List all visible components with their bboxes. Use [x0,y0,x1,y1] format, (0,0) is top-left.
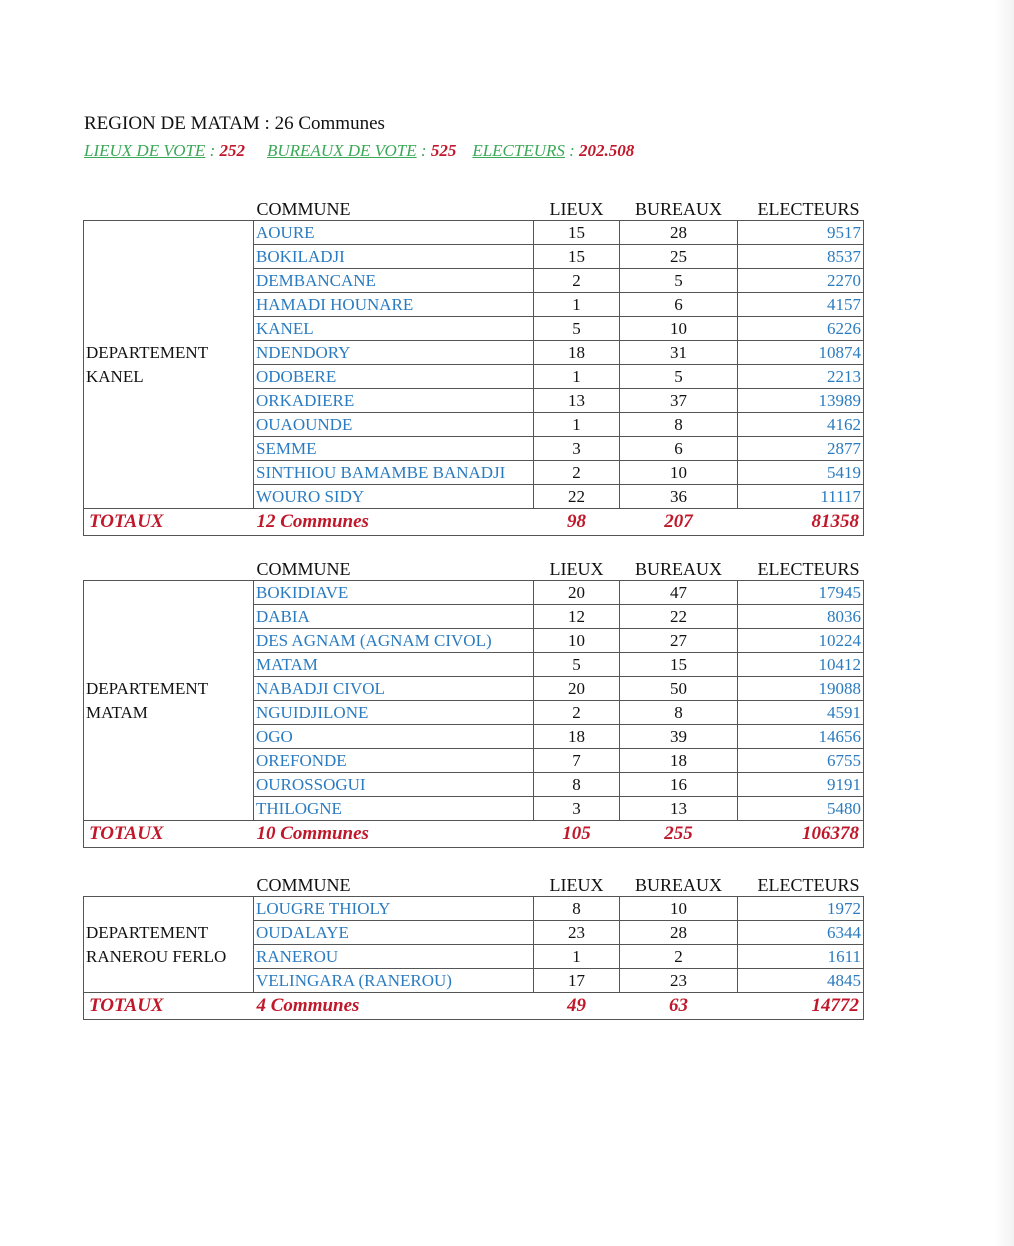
bureaux-cell: 8 [620,701,738,725]
electeurs-cell: 4845 [738,969,864,993]
bureaux-cell: 2 [620,945,738,969]
commune-cell: RANEROU [254,945,534,969]
department-label-line2: MATAM [86,702,148,722]
totals-row [84,993,864,1020]
electeurs-cell: 5419 [738,461,864,485]
header-bureaux: BUREAUX [634,559,722,579]
totals-electeurs: 106378 [738,821,864,848]
bureaux-cell: 6 [620,293,738,317]
electeurs-cell: 13989 [738,389,864,413]
totals-electeurs: 14772 [738,993,864,1020]
department-label-line2: RANEROU FERLO [86,946,227,966]
totals-row [84,509,864,536]
electeurs-cell: 8537 [738,245,864,269]
lieux-cell: 18 [534,725,620,749]
lieux-cell: 13 [534,389,620,413]
bureaux-cell: 5 [620,365,738,389]
electeurs-cell: 6344 [738,921,864,945]
lieux-cell: 20 [534,581,620,605]
lieux-cell: 23 [534,921,620,945]
electeurs-cell: 10412 [738,653,864,677]
lieux-cell: 1 [534,365,620,389]
totals-communes: 12 Communes [254,509,534,536]
bureaux-cell: 36 [620,485,738,509]
electeurs-cell: 2270 [738,269,864,293]
electeurs-cell: 10874 [738,341,864,365]
bureaux-cell: 37 [620,389,738,413]
commune-cell: MATAM [254,653,534,677]
lieux-cell: 18 [534,341,620,365]
lieux-cell: 5 [534,317,620,341]
lieux-cell: 12 [534,605,620,629]
commune-cell: SEMME [254,437,534,461]
lieux-cell: 1 [534,945,620,969]
department-table [83,556,864,848]
table-row [84,221,864,245]
electeurs-cell: 2877 [738,437,864,461]
bureaux-value: 525 [430,141,457,160]
header-commune: COMMUNE [256,875,351,895]
lieux-cell: 15 [534,221,620,245]
commune-cell: THILOGNE [254,797,534,821]
lieux-label: LIEUX DE VOTE [84,141,206,160]
table-header-row [84,872,864,897]
electeurs-cell: 14656 [738,725,864,749]
commune-cell: OUDALAYE [254,921,534,945]
bureaux-cell: 13 [620,797,738,821]
lieux-cell: 8 [534,897,620,921]
commune-cell: BOKIDIAVE [254,581,534,605]
bureaux-cell: 5 [620,269,738,293]
bureaux-cell: 47 [620,581,738,605]
totals-lieux: 105 [534,821,620,848]
region-title: REGION DE MATAM : 26 Communes [84,113,385,134]
electeurs-cell: 10224 [738,629,864,653]
department-label-line1: DEPARTEMENT [86,922,209,942]
electeurs-cell: 5480 [738,797,864,821]
totals-communes: 4 Communes [254,993,534,1020]
commune-cell: OUROSSOGUI [254,773,534,797]
commune-cell: BOKILADJI [254,245,534,269]
bureaux-cell: 16 [620,773,738,797]
electeurs-cell: 4162 [738,413,864,437]
totals-bureaux: 63 [620,993,738,1020]
page-edge-shadow [994,0,1014,1246]
lieux-cell: 2 [534,701,620,725]
bureaux-cell: 28 [620,221,738,245]
lieux-cell: 3 [534,437,620,461]
commune-cell: ORKADIERE [254,389,534,413]
lieux-cell: 7 [534,749,620,773]
commune-cell: ODOBERE [254,365,534,389]
electeurs-cell: 1611 [738,945,864,969]
bureaux-label: BUREAUX DE VOTE [267,141,417,160]
commune-cell: NDENDORY [254,341,534,365]
commune-cell: NABADJI CIVOL [254,677,534,701]
header-commune: COMMUNE [256,559,351,579]
commune-cell: OREFONDE [254,749,534,773]
electeurs-cell: 17945 [738,581,864,605]
bureaux-cell: 27 [620,629,738,653]
lieux-cell: 10 [534,629,620,653]
totals-lieux: 98 [534,509,620,536]
header-electeurs: ELECTEURS [757,199,860,219]
bureaux-cell: 18 [620,749,738,773]
bureaux-cell: 31 [620,341,738,365]
table-row [84,581,864,605]
department-table [83,196,864,536]
totals-row [84,821,864,848]
bureaux-cell: 8 [620,413,738,437]
totals-label: TOTAUX [84,821,254,848]
department-label-line2: KANEL [86,366,144,386]
commune-cell: DEMBANCANE [254,269,534,293]
electeurs-cell: 8036 [738,605,864,629]
commune-cell: SINTHIOU BAMAMBE BANADJI [254,461,534,485]
electeurs-cell: 2213 [738,365,864,389]
bureaux-cell: 23 [620,969,738,993]
commune-cell: OUAOUNDE [254,413,534,437]
lieux-cell: 20 [534,677,620,701]
electeurs-cell: 11117 [738,485,864,509]
region-summary: LIEUX DE VOTE : 252 BUREAUX DE VOTE : 525 ELECTEURS : 202.508 [84,141,635,160]
lieux-cell: 1 [534,413,620,437]
lieux-cell: 2 [534,461,620,485]
department-label [84,581,254,821]
bureaux-cell: 10 [620,317,738,341]
department-label-line1: DEPARTEMENT [86,678,209,698]
table-header-row [84,556,864,581]
header-lieux: LIEUX [549,199,604,219]
bureaux-cell: 10 [620,461,738,485]
totals-bureaux: 207 [620,509,738,536]
commune-cell: VELINGARA (RANEROU) [254,969,534,993]
lieux-cell: 1 [534,293,620,317]
lieux-cell: 15 [534,245,620,269]
department-table [83,872,864,1020]
bureaux-cell: 22 [620,605,738,629]
lieux-cell: 8 [534,773,620,797]
bureaux-cell: 15 [620,653,738,677]
bureaux-cell: 50 [620,677,738,701]
commune-cell: AOURE [254,221,534,245]
header-electeurs: ELECTEURS [757,559,860,579]
header-lieux: LIEUX [549,875,604,895]
electeurs-cell: 19088 [738,677,864,701]
electeurs-cell: 6755 [738,749,864,773]
electeurs-cell: 1972 [738,897,864,921]
commune-cell: DES AGNAM (AGNAM CIVOL) [254,629,534,653]
bureaux-cell: 10 [620,897,738,921]
electeurs-cell: 6226 [738,317,864,341]
totals-electeurs: 81358 [738,509,864,536]
totals-bureaux: 255 [620,821,738,848]
header-bureaux: BUREAUX [634,199,722,219]
commune-cell: HAMADI HOUNARE [254,293,534,317]
electeurs-cell: 9191 [738,773,864,797]
lieux-cell: 2 [534,269,620,293]
bureaux-cell: 25 [620,245,738,269]
lieux-cell: 5 [534,653,620,677]
table-header-row [84,196,864,221]
bureaux-cell: 28 [620,921,738,945]
lieux-cell: 17 [534,969,620,993]
department-label [84,221,254,509]
commune-cell: LOUGRE THIOLY [254,897,534,921]
totals-label: TOTAUX [84,509,254,536]
electeurs-cell: 9517 [738,221,864,245]
electeurs-cell: 4591 [738,701,864,725]
commune-cell: NGUIDJILONE [254,701,534,725]
commune-cell: DABIA [254,605,534,629]
department-label [84,897,254,993]
header-bureaux: BUREAUX [634,875,722,895]
header-lieux: LIEUX [549,559,604,579]
electeurs-cell: 4157 [738,293,864,317]
commune-cell: OGO [254,725,534,749]
lieux-value: 252 [219,141,245,160]
lieux-cell: 22 [534,485,620,509]
department-label-line1: DEPARTEMENT [86,342,209,362]
commune-cell: KANEL [254,317,534,341]
bureaux-cell: 39 [620,725,738,749]
lieux-cell: 3 [534,797,620,821]
commune-cell: WOURO SIDY [254,485,534,509]
totals-label: TOTAUX [84,993,254,1020]
header-electeurs: ELECTEURS [757,875,860,895]
electeurs-value: 202.508 [579,141,635,160]
totals-lieux: 49 [534,993,620,1020]
electeurs-label: ELECTEURS [472,141,565,160]
header-commune: COMMUNE [256,199,351,219]
bureaux-cell: 6 [620,437,738,461]
totals-communes: 10 Communes [254,821,534,848]
table-row [84,897,864,921]
